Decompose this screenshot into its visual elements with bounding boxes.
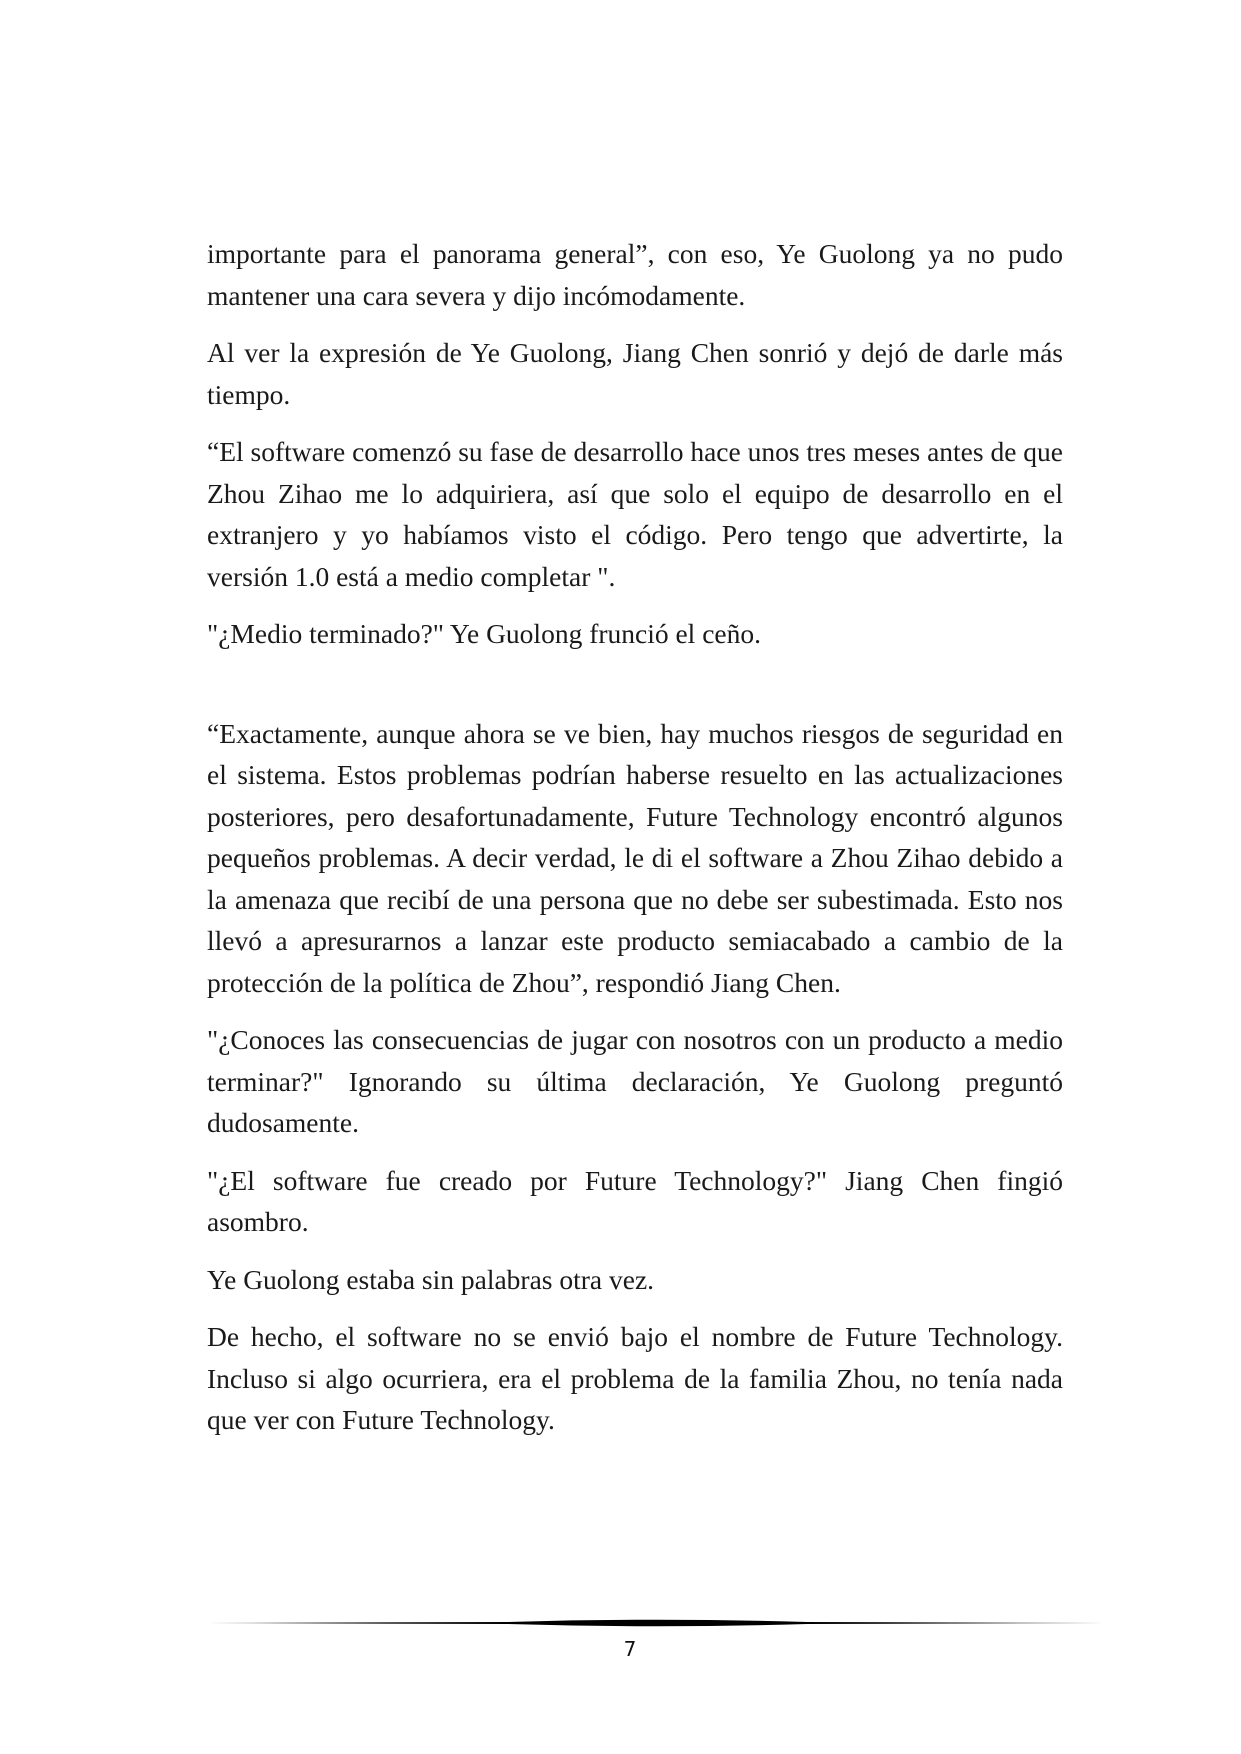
paragraph-6: "¿Conoces las consecuencias de jugar con nosotros con un producto a medio terminar?" Ignorando su última declaración, Ye Guolong preguntó dudosamente. bbox=[207, 1024, 1063, 1138]
paragraph-2: Al ver la expresión de Ye Guolong, Jiang Chen sonrió y dejó de darle más tiempo. bbox=[207, 337, 1063, 410]
body-text bbox=[207, 233, 1063, 1457]
paragraph-7: "¿El software fue creado por Future Technology?" Jiang Chen fingió asombro. bbox=[207, 1164, 1063, 1237]
paragraph-5: “Exactamente, aunque ahora se ve bien, hay muchos riesgos de seguridad en el sistema. Estos problemas podrían haberse resuelto en las actualizaciones posteriores, pero desafortunadamente, Future Technology encontró algunos pequeños problemas. A decir verdad, le di el software a Zhou Zihao debido a la amenaza que recibí de una persona que no debe ser subestimada. Esto nos llevó a apresurarnos a lanzar este producto semiacabado a cambio de la protección de la política de Zhou”, respondió Jiang Chen. bbox=[207, 717, 1063, 998]
paragraph-4: "¿Medio terminado?" Ye Guolong frunció el ceño. bbox=[207, 618, 761, 649]
paragraph-1: importante para el panorama general”, con eso, Ye Guolong ya no pudo mantener una cara severa y dijo incómodamente. bbox=[207, 238, 1063, 311]
paragraph-8: Ye Guolong estaba sin palabras otra vez. bbox=[207, 1263, 655, 1295]
footer-divider bbox=[207, 1616, 1105, 1630]
paragraph-9: De hecho, el software no se envió bajo el nombre de Future Technology. Incluso si algo ocurriera, era el problema de la familia Zhou, no tenía nada que ver con Future Technology. bbox=[207, 1321, 1063, 1435]
page-number: 7 bbox=[623, 1637, 637, 1661]
paragraph-3: “El software comenzó su fase de desarrollo hace unos tres meses antes de que Zhou Zihao me lo adquiriera, así que solo el equipo de desarrollo en el extranjero y yo habíamos visto el código. Pero tengo que advertirte, la versión 1.0 está a medio completar ". bbox=[207, 436, 1063, 592]
